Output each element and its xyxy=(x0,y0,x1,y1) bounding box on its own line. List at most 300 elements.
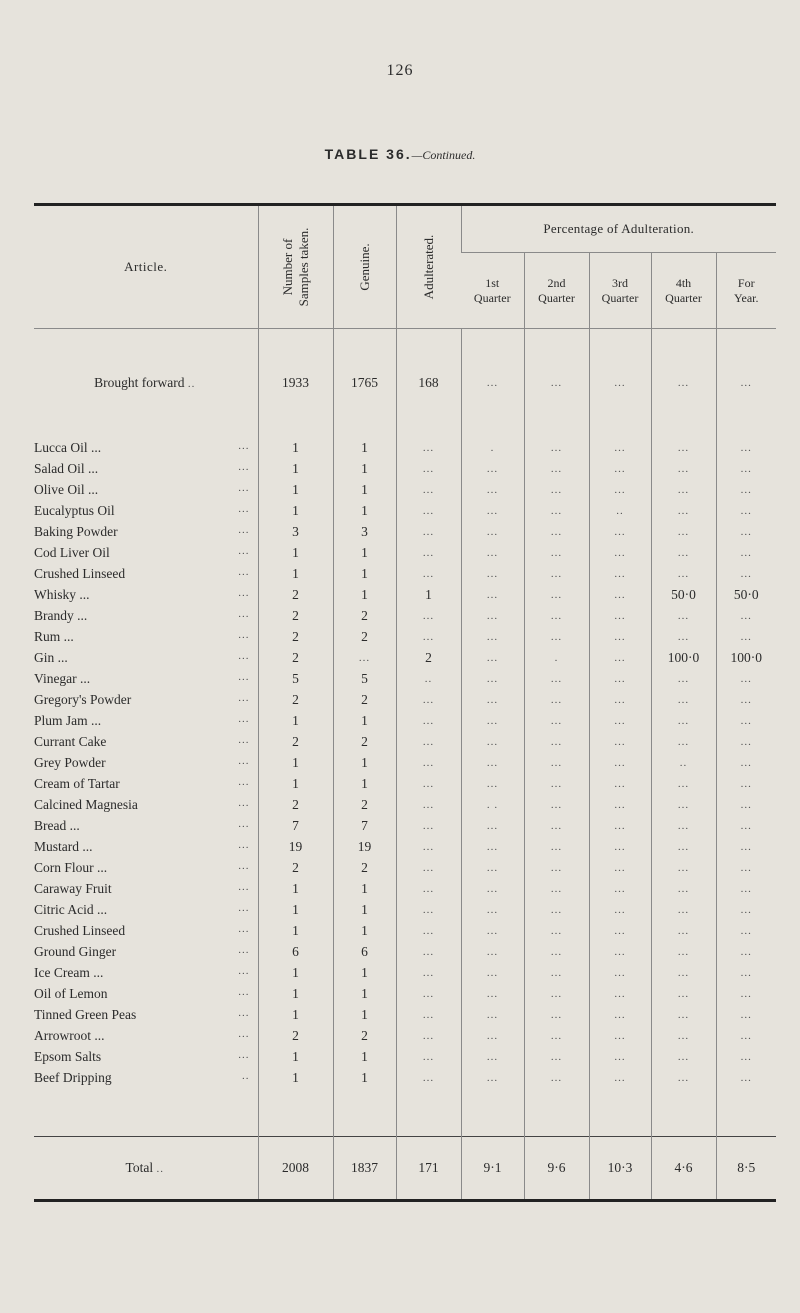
table-row xyxy=(34,794,776,815)
cell-article: Gin ... ... xyxy=(34,649,250,665)
cell-q4: ... xyxy=(651,626,716,647)
cell-article: Eucalyptus Oil ... xyxy=(34,502,250,518)
cell-article: Cod Liver Oil ... xyxy=(34,544,250,560)
cell-article: Salad Oil ... ... xyxy=(34,460,250,476)
cell-q1: ... xyxy=(461,836,524,857)
table-row xyxy=(34,668,776,689)
cell-q4: ... xyxy=(651,668,716,689)
cell-q3: ... xyxy=(589,962,651,983)
cell-year: ... xyxy=(716,1004,776,1025)
table-row xyxy=(34,710,776,731)
cell-q2: ... xyxy=(524,479,589,500)
cell-genuine: ... xyxy=(333,647,396,668)
cell-samples: 1 xyxy=(258,1004,333,1025)
cell-year: ... xyxy=(716,962,776,983)
cell-adulterated: ... xyxy=(396,962,461,983)
cell-year: ... xyxy=(716,773,776,794)
total-year: 8·5 xyxy=(716,1137,776,1201)
cell-q4: ... xyxy=(651,794,716,815)
adulteration-table xyxy=(34,203,776,1202)
total-samples: 2008 xyxy=(258,1137,333,1201)
cell-genuine: 7 xyxy=(333,815,396,836)
cell-adulterated: 1 xyxy=(396,584,461,605)
cell-q4: ... xyxy=(651,605,716,626)
cell-adulterated: ... xyxy=(396,479,461,500)
cell-q1: ... xyxy=(461,920,524,941)
cell-q3: ... xyxy=(589,1067,651,1088)
table-title-name: TABLE 36. xyxy=(324,146,412,162)
table-row xyxy=(34,584,776,605)
cell-adulterated: ... xyxy=(396,1046,461,1067)
cell-q1: ... xyxy=(461,941,524,962)
table-row xyxy=(34,773,776,794)
cell-article: Arrowroot ... ... xyxy=(34,1027,250,1043)
cell-article: Calcined Magnesia ... xyxy=(34,796,250,812)
cell-q3: ... xyxy=(589,605,651,626)
cell-q2: ... xyxy=(524,941,589,962)
cell-genuine: 6 xyxy=(333,941,396,962)
cell-year: ... xyxy=(716,983,776,1004)
cell-article: Vinegar ... ... xyxy=(34,670,250,686)
cell-q4: ... xyxy=(651,563,716,584)
cell-adulterated: ... xyxy=(396,836,461,857)
table-row xyxy=(34,752,776,773)
cell-article: Grey Powder ... xyxy=(34,754,250,770)
cell-q3: ... xyxy=(589,479,651,500)
total-row xyxy=(34,1137,776,1201)
cell-q3: ... xyxy=(589,437,651,458)
table-title-suffix: —Continued. xyxy=(411,148,476,162)
cell-q1: ... xyxy=(461,1046,524,1067)
cell-q2: ... xyxy=(524,815,589,836)
cell-q1: ... xyxy=(461,542,524,563)
cell-genuine: 1 xyxy=(333,962,396,983)
cell-adulterated: ... xyxy=(396,731,461,752)
cell-q4: ... xyxy=(651,899,716,920)
cell-samples: 1 xyxy=(258,1067,333,1088)
cell-q4: ... xyxy=(651,1046,716,1067)
cell-year: ... xyxy=(716,1067,776,1088)
cell-q3: ... xyxy=(589,815,651,836)
cell-article: Caraway Fruit ... xyxy=(34,880,250,896)
cell-year: ... xyxy=(716,605,776,626)
cell-adulterated: ... xyxy=(396,920,461,941)
cell-q3: ... xyxy=(589,1004,651,1025)
cell-samples: 2 xyxy=(258,1025,333,1046)
cell-adulterated: ... xyxy=(396,941,461,962)
cell-samples: 1933 xyxy=(258,329,333,438)
cell-genuine: 1 xyxy=(333,710,396,731)
cell-adulterated: ... xyxy=(396,878,461,899)
cell-q3: ... xyxy=(589,1025,651,1046)
cell-adulterated: ... xyxy=(396,752,461,773)
cell-q3: ... xyxy=(589,731,651,752)
table-row xyxy=(34,563,776,584)
cell-genuine: 2 xyxy=(333,605,396,626)
cell-samples: 1 xyxy=(258,437,333,458)
header-genuine: Genuine. xyxy=(333,205,396,329)
cell-article: Whisky ... ... xyxy=(34,586,250,602)
cell-q1: ... xyxy=(461,689,524,710)
cell-q4: ... xyxy=(651,437,716,458)
cell-q2: ... xyxy=(524,521,589,542)
cell-q3: ... xyxy=(589,836,651,857)
cell-year: ... xyxy=(716,521,776,542)
cell-year: ... xyxy=(716,878,776,899)
cell-samples: 1 xyxy=(258,962,333,983)
cell-year: ... xyxy=(716,563,776,584)
cell-q3: ... xyxy=(589,920,651,941)
spacer-cell xyxy=(461,1088,524,1137)
spacer-cell xyxy=(716,1088,776,1137)
cell-q2: . xyxy=(524,647,589,668)
table-row xyxy=(34,899,776,920)
cell-q3: ... xyxy=(589,626,651,647)
cell-genuine: 1 xyxy=(333,1004,396,1025)
cell-genuine: 1 xyxy=(333,983,396,1004)
cell-genuine: 1 xyxy=(333,899,396,920)
spacer-cell xyxy=(34,1088,258,1137)
cell-article: Currant Cake ... xyxy=(34,733,250,749)
cell-samples: 2 xyxy=(258,857,333,878)
brought-forward-label: Brought forward .. xyxy=(94,375,196,390)
cell-q1: ... xyxy=(461,773,524,794)
cell-year: ... xyxy=(716,1025,776,1046)
cell-year: ... xyxy=(716,500,776,521)
cell-article: Corn Flour ... ... xyxy=(34,859,250,875)
table-row xyxy=(34,437,776,458)
cell-q1: ... xyxy=(461,752,524,773)
table-row xyxy=(34,815,776,836)
table-row xyxy=(34,605,776,626)
cell-q4: ... xyxy=(651,500,716,521)
cell-genuine: 1 xyxy=(333,479,396,500)
cell-samples: 5 xyxy=(258,668,333,689)
cell-year: ... xyxy=(716,752,776,773)
cell-adulterated: ... xyxy=(396,773,461,794)
cell-adulterated: ... xyxy=(396,605,461,626)
cell-adulterated: ... xyxy=(396,458,461,479)
cell-q4: ... xyxy=(651,731,716,752)
cell-genuine: 1765 xyxy=(333,329,396,438)
cell-year: ... xyxy=(716,899,776,920)
cell-year: ... xyxy=(716,329,776,438)
cell-q3: ... xyxy=(589,878,651,899)
cell-samples: 1 xyxy=(258,878,333,899)
table-row xyxy=(34,647,776,668)
cell-year: ... xyxy=(716,668,776,689)
cell-q4: ... xyxy=(651,836,716,857)
cell-samples: 6 xyxy=(258,941,333,962)
header-samples-line2: Samples taken. xyxy=(295,227,311,307)
table-row xyxy=(34,920,776,941)
cell-genuine: 1 xyxy=(333,542,396,563)
cell-q4: ... xyxy=(651,1025,716,1046)
cell-adulterated: ... xyxy=(396,521,461,542)
table-row xyxy=(34,1067,776,1088)
cell-genuine: 1 xyxy=(333,752,396,773)
cell-q1: ... xyxy=(461,962,524,983)
cell-q1: ... xyxy=(461,329,524,438)
cell-q2: ... xyxy=(524,920,589,941)
cell-q3: ... xyxy=(589,857,651,878)
cell-adulterated: .. xyxy=(396,668,461,689)
brought-forward-row xyxy=(34,329,776,438)
cell-q2: ... xyxy=(524,836,589,857)
cell-samples: 1 xyxy=(258,542,333,563)
cell-article: Epsom Salts ... xyxy=(34,1048,250,1064)
cell-samples: 2 xyxy=(258,794,333,815)
cell-samples: 7 xyxy=(258,815,333,836)
cell-q3: ... xyxy=(589,983,651,1004)
header-q4: 4th Quarter xyxy=(651,253,716,329)
cell-q4: ... xyxy=(651,941,716,962)
cell-article: Rum ... ... xyxy=(34,628,250,644)
table-row xyxy=(34,479,776,500)
cell-samples: 1 xyxy=(258,500,333,521)
cell-q2: ... xyxy=(524,857,589,878)
cell-samples: 2 xyxy=(258,626,333,647)
cell-adulterated: ... xyxy=(396,1004,461,1025)
cell-q3: ... xyxy=(589,899,651,920)
table-row xyxy=(34,1004,776,1025)
cell-q2: ... xyxy=(524,1046,589,1067)
cell-q4: ... xyxy=(651,689,716,710)
cell-article: Lucca Oil ... ... xyxy=(34,439,250,455)
cell-q1: ... xyxy=(461,521,524,542)
cell-q4: ... xyxy=(651,329,716,438)
cell-samples: 1 xyxy=(258,899,333,920)
cell-year: ... xyxy=(716,794,776,815)
cell-q1: ... xyxy=(461,479,524,500)
spacer-cell xyxy=(524,1088,589,1137)
cell-article: Ice Cream ... ... xyxy=(34,964,250,980)
cell-genuine: 2 xyxy=(333,857,396,878)
cell-adulterated: ... xyxy=(396,983,461,1004)
header-samples xyxy=(258,205,333,329)
cell-year: ... xyxy=(716,815,776,836)
table-row xyxy=(34,521,776,542)
table-row xyxy=(34,962,776,983)
cell-genuine: 1 xyxy=(333,500,396,521)
cell-q1: ... xyxy=(461,983,524,1004)
cell-q2: ... xyxy=(524,899,589,920)
cell-article: Mustard ... ... xyxy=(34,838,250,854)
cell-adulterated: ... xyxy=(396,1025,461,1046)
cell-samples: 1 xyxy=(258,752,333,773)
cell-genuine: 19 xyxy=(333,836,396,857)
cell-samples: 1 xyxy=(258,710,333,731)
cell-q1: ... xyxy=(461,458,524,479)
cell-q3: ... xyxy=(589,773,651,794)
table-row xyxy=(34,500,776,521)
cell-samples: 2 xyxy=(258,731,333,752)
cell-q4: ... xyxy=(651,920,716,941)
cell-genuine: 1 xyxy=(333,584,396,605)
cell-article: Ground Ginger ... xyxy=(34,943,250,959)
header-samples-line1: Number of xyxy=(279,238,295,296)
cell-samples: 1 xyxy=(258,983,333,1004)
cell-year: ... xyxy=(716,458,776,479)
table-row xyxy=(34,878,776,899)
cell-adulterated: ... xyxy=(396,500,461,521)
cell-article: Beef Dripping .. xyxy=(34,1069,250,1085)
table-row xyxy=(34,983,776,1004)
cell-adulterated: ... xyxy=(396,626,461,647)
cell-q1: ... xyxy=(461,899,524,920)
cell-genuine: 2 xyxy=(333,626,396,647)
cell-q4: ... xyxy=(651,1004,716,1025)
cell-adulterated: ... xyxy=(396,857,461,878)
cell-q4: ... xyxy=(651,521,716,542)
cell-adulterated: ... xyxy=(396,815,461,836)
cell-q2: ... xyxy=(524,752,589,773)
header-q2: 2nd Quarter xyxy=(524,253,589,329)
cell-genuine: 2 xyxy=(333,794,396,815)
cell-q2: ... xyxy=(524,542,589,563)
cell-genuine: 1 xyxy=(333,458,396,479)
cell-article: Cream of Tartar ... xyxy=(34,775,250,791)
cell-q3: ... xyxy=(589,668,651,689)
total-adulterated: 171 xyxy=(396,1137,461,1201)
cell-q2: ... xyxy=(524,437,589,458)
cell-article: Bread ... ... xyxy=(34,817,250,833)
cell-q3: ... xyxy=(589,563,651,584)
cell-year: ... xyxy=(716,710,776,731)
cell-q2: ... xyxy=(524,563,589,584)
table-row xyxy=(34,941,776,962)
cell-q1: ... xyxy=(461,857,524,878)
table-row xyxy=(34,857,776,878)
cell-q4: ... xyxy=(651,962,716,983)
cell-article: Plum Jam ... ... xyxy=(34,712,250,728)
cell-q3: ... xyxy=(589,710,651,731)
total-label: Total .. xyxy=(34,1137,258,1201)
spacer-cell xyxy=(651,1088,716,1137)
cell-q2: ... xyxy=(524,458,589,479)
cell-article: Citric Acid ... ... xyxy=(34,901,250,917)
cell-q2: ... xyxy=(524,983,589,1004)
cell-adulterated: ... xyxy=(396,563,461,584)
cell-genuine: 2 xyxy=(333,731,396,752)
cell-q3: ... xyxy=(589,584,651,605)
cell-genuine: 1 xyxy=(333,920,396,941)
cell-q3: ... xyxy=(589,329,651,438)
cell-q3: ... xyxy=(589,941,651,962)
cell-q4: ... xyxy=(651,878,716,899)
cell-article: Oil of Lemon ... xyxy=(34,985,250,1001)
cell-year: 50·0 xyxy=(716,584,776,605)
cell-year: ... xyxy=(716,479,776,500)
cell-q4: 100·0 xyxy=(651,647,716,668)
header-percentage-group: Percentage of Adulteration. xyxy=(461,205,776,253)
total-q3: 10·3 xyxy=(589,1137,651,1201)
cell-q1: ... xyxy=(461,1004,524,1025)
cell-q4: ... xyxy=(651,1067,716,1088)
cell-q2: ... xyxy=(524,962,589,983)
cell-q3: ... xyxy=(589,689,651,710)
table-row xyxy=(34,542,776,563)
cell-q2: ... xyxy=(524,1067,589,1088)
cell-article: Baking Powder ... xyxy=(34,523,250,539)
cell-q3: ... xyxy=(589,1046,651,1067)
total-genuine: 1837 xyxy=(333,1137,396,1201)
cell-year: ... xyxy=(716,626,776,647)
cell-samples: 1 xyxy=(258,1046,333,1067)
cell-samples: 19 xyxy=(258,836,333,857)
cell-q3: ... xyxy=(589,794,651,815)
cell-genuine: 1 xyxy=(333,563,396,584)
cell-q4: ... xyxy=(651,857,716,878)
cell-adulterated: ... xyxy=(396,1067,461,1088)
cell-samples: 1 xyxy=(258,773,333,794)
cell-article: Crushed Linseed ... xyxy=(34,922,250,938)
cell-q2: ... xyxy=(524,584,589,605)
cell-q1: ... xyxy=(461,731,524,752)
table-row xyxy=(34,1046,776,1067)
cell-q1: ... xyxy=(461,710,524,731)
header-adulterated: Adulterated. xyxy=(396,205,461,329)
cell-q3: ... xyxy=(589,647,651,668)
cell-article: Gregory's Powder ... xyxy=(34,691,250,707)
table-row xyxy=(34,626,776,647)
cell-q2: ... xyxy=(524,689,589,710)
header-q3: 3rd Quarter xyxy=(589,253,651,329)
table-row xyxy=(34,836,776,857)
cell-year: ... xyxy=(716,836,776,857)
cell-q1: ... xyxy=(461,1067,524,1088)
cell-q4: ... xyxy=(651,815,716,836)
cell-q1: ... xyxy=(461,878,524,899)
cell-q4: ... xyxy=(651,773,716,794)
cell-samples: 3 xyxy=(258,521,333,542)
cell-q2: ... xyxy=(524,500,589,521)
cell-q2: ... xyxy=(524,794,589,815)
cell-genuine: 1 xyxy=(333,1046,396,1067)
cell-adulterated: ... xyxy=(396,437,461,458)
cell-year: ... xyxy=(716,437,776,458)
cell-q2: ... xyxy=(524,668,589,689)
cell-q1: ... xyxy=(461,1025,524,1046)
cell-year: ... xyxy=(716,920,776,941)
cell-q1: ... xyxy=(461,500,524,521)
cell-q1: ... xyxy=(461,605,524,626)
cell-q4: ... xyxy=(651,710,716,731)
cell-q4: ... xyxy=(651,983,716,1004)
cell-q3: ... xyxy=(589,521,651,542)
cell-year: ... xyxy=(716,689,776,710)
table-title xyxy=(0,146,800,164)
table-row xyxy=(34,731,776,752)
cell-q2: ... xyxy=(524,329,589,438)
cell-q1: . . xyxy=(461,794,524,815)
cell-q2: ... xyxy=(524,710,589,731)
cell-genuine: 2 xyxy=(333,689,396,710)
cell-year: ... xyxy=(716,1046,776,1067)
cell-article: Brandy ... ... xyxy=(34,607,250,623)
cell-q4: ... xyxy=(651,479,716,500)
cell-q2: ... xyxy=(524,605,589,626)
cell-q4: .. xyxy=(651,752,716,773)
cell-q4: ... xyxy=(651,458,716,479)
cell-samples: 1 xyxy=(258,458,333,479)
cell-q1: ... xyxy=(461,584,524,605)
cell-q2: ... xyxy=(524,731,589,752)
cell-samples: 2 xyxy=(258,689,333,710)
total-q4: 4·6 xyxy=(651,1137,716,1201)
cell-genuine: 1 xyxy=(333,437,396,458)
cell-q1: ... xyxy=(461,626,524,647)
